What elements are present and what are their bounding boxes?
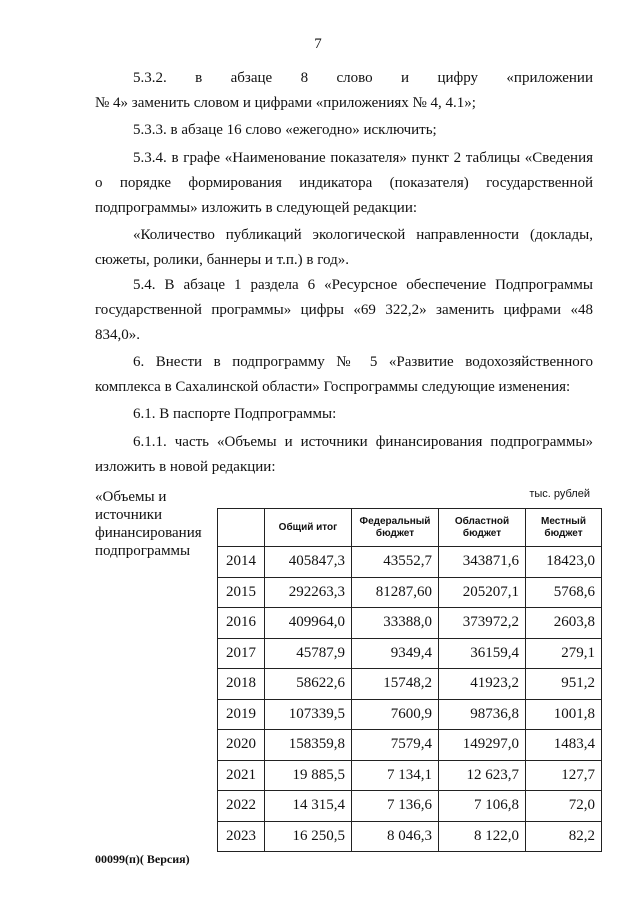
cell-federal: 7600,9 — [352, 699, 439, 730]
page-number: 7 — [314, 36, 322, 52]
cell-year: 2016 — [218, 608, 265, 639]
cell-total: 292263,3 — [265, 577, 352, 608]
cell-federal: 7 136,6 — [352, 791, 439, 822]
cell-federal: 7 134,1 — [352, 760, 439, 791]
cell-total: 405847,3 — [265, 547, 352, 578]
cell-federal: 9349,4 — [352, 638, 439, 669]
cell-local: 279,1 — [526, 638, 602, 669]
header-regional: Областной бюджет — [439, 509, 526, 547]
cell-federal: 15748,2 — [352, 669, 439, 700]
table-row — [218, 669, 602, 700]
cell-regional: 12 623,7 — [439, 760, 526, 791]
cell-local: 72,0 — [526, 791, 602, 822]
cell-local: 18423,0 — [526, 547, 602, 578]
table-row — [218, 699, 602, 730]
cell-local: 127,7 — [526, 760, 602, 791]
cell-year: 2022 — [218, 791, 265, 822]
cell-year: 2014 — [218, 547, 265, 578]
cell-regional: 36159,4 — [439, 638, 526, 669]
document-footer: 00099(п)( Версия) — [95, 852, 190, 866]
cell-local: 1001,8 — [526, 699, 602, 730]
units-label: тыс. рублей — [529, 488, 590, 500]
cell-federal: 33388,0 — [352, 608, 439, 639]
cell-local: 2603,8 — [526, 608, 602, 639]
cell-year: 2019 — [218, 699, 265, 730]
financing-label — [95, 488, 202, 560]
cell-total: 158359,8 — [265, 730, 352, 761]
cell-year: 2018 — [218, 669, 265, 700]
cell-regional: 41923,2 — [439, 669, 526, 700]
cell-year: 2020 — [218, 730, 265, 761]
header-local: Местный бюджет — [526, 509, 602, 547]
table-row — [218, 821, 602, 852]
cell-total: 409964,0 — [265, 608, 352, 639]
table-header-row — [218, 509, 602, 547]
table-row — [218, 730, 602, 761]
paragraph-5-3-4: 5.3.4. в графе «Наименование показателя» пункт 2 таблицы «Сведения о порядке формирования индикатора (показателя) государственной подпрограммы» изложить в следующей редакции: — [95, 150, 593, 216]
cell-year: 2021 — [218, 760, 265, 791]
financing-label-line: источники — [95, 507, 163, 523]
table-row — [218, 577, 602, 608]
paragraph-6-1-1: 6.1.1. часть «Объемы и источники финансирования подпрограммы» изложить в новой редакции: — [95, 434, 593, 475]
cell-regional: 7 106,8 — [439, 791, 526, 822]
cell-federal: 43552,7 — [352, 547, 439, 578]
cell-regional: 98736,8 — [439, 699, 526, 730]
cell-federal: 8 046,3 — [352, 821, 439, 852]
table-row — [218, 791, 602, 822]
financing-label-line: финансирования — [95, 525, 202, 541]
cell-total: 14 315,4 — [265, 791, 352, 822]
paragraph-6-1: 6.1. В паспорте Подпрограммы: — [133, 406, 337, 422]
paragraph-5-4: 5.4. В абзаце 1 раздела 6 «Ресурсное обеспечение Подпрограммы государственной программы» цифры «69 322,2» заменить цифрами «48 834,0». — [95, 277, 593, 343]
cell-regional: 149297,0 — [439, 730, 526, 761]
financing-label-line: «Объемы и — [95, 489, 167, 505]
cell-year: 2015 — [218, 577, 265, 608]
paragraph-6: 6. Внести в подпрограмму № 5 «Развитие водохозяйственного комплекса в Сахалинской области» Госпрограммы следующие изменения: — [95, 354, 593, 395]
table-row — [218, 608, 602, 639]
cell-local: 82,2 — [526, 821, 602, 852]
paragraph-5-3-2-line1: 5.3.2. в абзаце 8 слово и цифру «приложении — [133, 70, 593, 86]
table-row — [218, 760, 602, 791]
cell-total: 107339,5 — [265, 699, 352, 730]
cell-federal: 81287,60 — [352, 577, 439, 608]
cell-year: 2017 — [218, 638, 265, 669]
paragraph-5-3-3: 5.3.3. в абзаце 16 слово «ежегодно» исключить; — [133, 122, 437, 138]
cell-local: 5768,6 — [526, 577, 602, 608]
header-year — [218, 509, 265, 547]
paragraph-5-3-2-line2: № 4» заменить словом и цифрами «приложениях № 4, 4.1»; — [95, 95, 476, 111]
financing-label-line: подпрограммы — [95, 543, 191, 559]
header-federal: Федеральный бюджет — [352, 509, 439, 547]
cell-total: 58622,6 — [265, 669, 352, 700]
cell-local: 951,2 — [526, 669, 602, 700]
header-total: Общий итог — [265, 509, 352, 547]
cell-total: 19 885,5 — [265, 760, 352, 791]
cell-total: 45787,9 — [265, 638, 352, 669]
cell-regional: 8 122,0 — [439, 821, 526, 852]
table-row — [218, 638, 602, 669]
quoted-indicator-text: «Количество публикаций экологической направленности (доклады, сюжеты, ролики, баннеры и т.п.) в год». — [95, 227, 593, 268]
cell-local: 1483,4 — [526, 730, 602, 761]
table-row — [218, 547, 602, 578]
cell-federal: 7579,4 — [352, 730, 439, 761]
cell-total: 16 250,5 — [265, 821, 352, 852]
cell-regional: 205207,1 — [439, 577, 526, 608]
cell-regional: 343871,6 — [439, 547, 526, 578]
financing-table — [217, 508, 602, 852]
cell-year: 2023 — [218, 821, 265, 852]
cell-regional: 373972,2 — [439, 608, 526, 639]
